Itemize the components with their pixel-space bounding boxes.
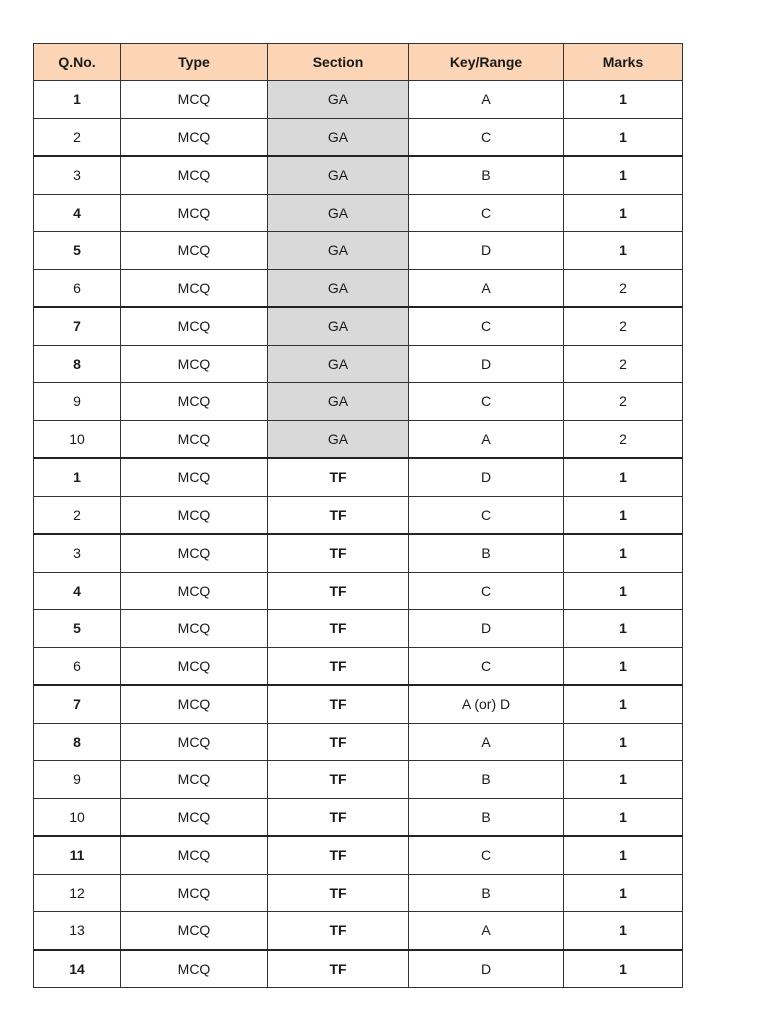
section-cell: GA [268,81,409,119]
marks-cell: 2 [564,383,683,421]
key-cell: D [409,610,564,648]
header-marks: Marks [564,44,683,81]
qno-cell: 9 [34,761,121,799]
marks-cell: 1 [564,647,683,685]
header-section: Section [268,44,409,81]
marks-cell: 2 [564,269,683,307]
marks-cell: 1 [564,156,683,194]
key-cell: C [409,836,564,874]
key-cell: A [409,81,564,119]
section-cell: TF [268,685,409,723]
type-cell: MCQ [121,874,268,912]
table-row [34,874,683,912]
section-cell: TF [268,761,409,799]
qno-cell: 10 [34,420,121,458]
qno-cell: 6 [34,269,121,307]
type-cell: MCQ [121,269,268,307]
key-cell: A [409,912,564,950]
section-cell: GA [268,307,409,345]
marks-cell: 1 [564,194,683,232]
marks-cell: 1 [564,458,683,496]
marks-cell: 1 [564,610,683,648]
marks-cell: 1 [564,950,683,988]
type-cell: MCQ [121,950,268,988]
table-row [34,572,683,610]
table-row [34,383,683,421]
marks-cell: 1 [564,496,683,534]
table-row [34,118,683,156]
marks-cell: 1 [564,836,683,874]
marks-cell: 1 [564,874,683,912]
table-row [34,836,683,874]
table-row [34,156,683,194]
table-row [34,534,683,572]
qno-cell: 9 [34,383,121,421]
qno-cell: 12 [34,874,121,912]
section-cell: TF [268,836,409,874]
table-row [34,269,683,307]
section-cell: GA [268,118,409,156]
table-row [34,496,683,534]
key-cell: D [409,458,564,496]
qno-cell: 4 [34,572,121,610]
type-cell: MCQ [121,610,268,648]
marks-cell: 1 [564,572,683,610]
key-cell: D [409,950,564,988]
marks-cell: 1 [564,232,683,270]
qno-cell: 7 [34,685,121,723]
type-cell: MCQ [121,798,268,836]
section-cell: TF [268,572,409,610]
qno-cell: 1 [34,81,121,119]
qno-cell: 3 [34,534,121,572]
section-cell: GA [268,194,409,232]
section-cell: TF [268,647,409,685]
type-cell: MCQ [121,118,268,156]
key-cell: B [409,761,564,799]
section-cell: TF [268,723,409,761]
table-row [34,647,683,685]
qno-cell: 2 [34,118,121,156]
type-cell: MCQ [121,647,268,685]
table-row [34,232,683,270]
key-cell: D [409,345,564,383]
qno-cell: 6 [34,647,121,685]
qno-cell: 2 [34,496,121,534]
key-cell: B [409,798,564,836]
table-row [34,81,683,119]
section-cell: TF [268,912,409,950]
key-cell: A (or) D [409,685,564,723]
key-cell: C [409,572,564,610]
key-cell: C [409,647,564,685]
qno-cell: 1 [34,458,121,496]
key-cell: B [409,874,564,912]
table-row [34,458,683,496]
table-body [34,81,683,988]
qno-cell: 14 [34,950,121,988]
header-row [34,44,683,81]
section-cell: TF [268,950,409,988]
marks-cell: 2 [564,420,683,458]
marks-cell: 1 [564,723,683,761]
key-cell: A [409,420,564,458]
section-cell: TF [268,798,409,836]
table-row [34,950,683,988]
type-cell: MCQ [121,232,268,270]
qno-cell: 3 [34,156,121,194]
table-row [34,723,683,761]
marks-cell: 1 [564,798,683,836]
type-cell: MCQ [121,761,268,799]
marks-cell: 1 [564,534,683,572]
table-row [34,912,683,950]
type-cell: MCQ [121,723,268,761]
section-cell: TF [268,610,409,648]
section-cell: TF [268,874,409,912]
qno-cell: 10 [34,798,121,836]
marks-cell: 2 [564,307,683,345]
section-cell: GA [268,156,409,194]
table-row [34,798,683,836]
table-row [34,307,683,345]
qno-cell: 4 [34,194,121,232]
key-cell: B [409,534,564,572]
key-cell: D [409,232,564,270]
type-cell: MCQ [121,420,268,458]
qno-cell: 8 [34,723,121,761]
qno-cell: 8 [34,345,121,383]
section-cell: GA [268,420,409,458]
key-cell: C [409,118,564,156]
section-cell: GA [268,232,409,270]
type-cell: MCQ [121,836,268,874]
type-cell: MCQ [121,307,268,345]
key-cell: A [409,269,564,307]
qno-cell: 13 [34,912,121,950]
table-row [34,345,683,383]
key-cell: C [409,383,564,421]
table-row [34,420,683,458]
type-cell: MCQ [121,345,268,383]
header-type: Type [121,44,268,81]
section-cell: TF [268,534,409,572]
key-cell: C [409,194,564,232]
type-cell: MCQ [121,458,268,496]
table-row [34,685,683,723]
header-key-range: Key/Range [409,44,564,81]
type-cell: MCQ [121,383,268,421]
header-qno: Q.No. [34,44,121,81]
marks-cell: 1 [564,685,683,723]
qno-cell: 5 [34,610,121,648]
answer-key-table [33,43,683,988]
marks-cell: 1 [564,81,683,119]
type-cell: MCQ [121,156,268,194]
qno-cell: 11 [34,836,121,874]
qno-cell: 5 [34,232,121,270]
section-cell: TF [268,496,409,534]
type-cell: MCQ [121,685,268,723]
marks-cell: 1 [564,912,683,950]
section-cell: GA [268,269,409,307]
key-cell: A [409,723,564,761]
type-cell: MCQ [121,81,268,119]
key-cell: C [409,307,564,345]
table-row [34,610,683,648]
qno-cell: 7 [34,307,121,345]
type-cell: MCQ [121,912,268,950]
section-cell: GA [268,383,409,421]
section-cell: TF [268,458,409,496]
marks-cell: 1 [564,761,683,799]
type-cell: MCQ [121,194,268,232]
type-cell: MCQ [121,534,268,572]
table-row [34,194,683,232]
section-cell: GA [268,345,409,383]
table-row [34,761,683,799]
marks-cell: 2 [564,345,683,383]
key-cell: B [409,156,564,194]
type-cell: MCQ [121,572,268,610]
answer-key-sheet [33,43,683,988]
type-cell: MCQ [121,496,268,534]
marks-cell: 1 [564,118,683,156]
key-cell: C [409,496,564,534]
